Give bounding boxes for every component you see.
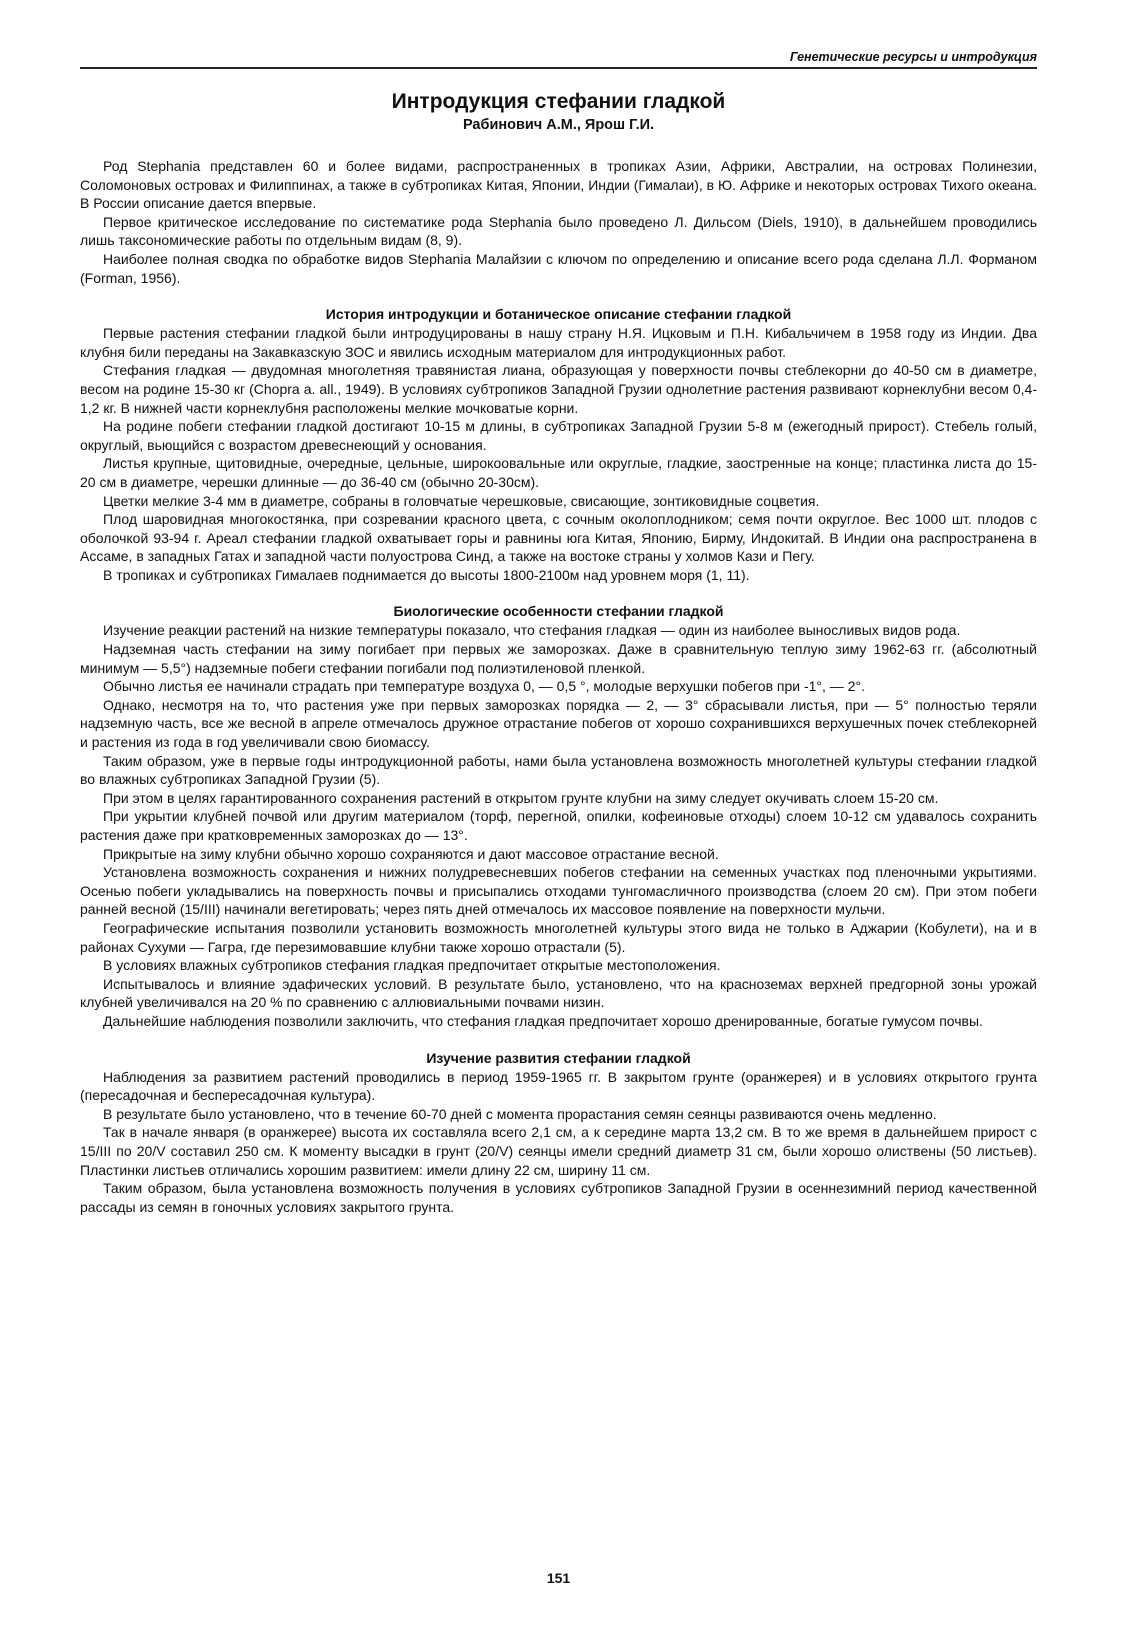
page-number: 151 bbox=[546, 1570, 571, 1586]
paragraph: Таким образом, уже в первые годы интродукционной работы, нами была установлена возможность многолетней культуры стефании гладкой во влажных субтропиках Западной Грузии (5). bbox=[80, 752, 1037, 788]
paragraph: В условиях влажных субтропиков стефания гладкая предпочитает открытые местоположения. bbox=[103, 957, 721, 974]
paragraph: Стефания гладкая — двудомная многолетняя травянистая лиана, образующая у поверхности почвы стеблекорни до 40-50 см в диаметре, весом на родине 15-30 кг (Chopra a. all., 1949). В условиях субтропиков Западной Грузии однолетние растения развивают корнеклубни весом 0,4-1,2 кг. В нижней части корнеклубня расположены мелкие мочковатые корни. bbox=[80, 362, 1037, 416]
paragraph: Плод шаровидная многокостянка, при созревании красного цвета, с сочным околоплодником; семя почти округлое. Вес 1000 шт. плодов с оболочкой 93-94 г. Ареал стефании гладкой охватывает горы и равнины юга Китая, Японию, Бирму, Индокитай. В Индии она распространена в Ассаме, в западных Гатах и западной части полуострова Синд, а также на востоке страны у холмов Кази и Пегу. bbox=[80, 511, 1037, 565]
paragraph: Изучение реакции растений на низкие температуры показало, что стефания гладкая — один из наиболее выносливых видов рода. bbox=[103, 622, 961, 639]
paragraph: Прикрытые на зиму клубни обычно хорошо сохраняются и дают массовое отрастание весной. bbox=[103, 845, 719, 862]
paragraph: Наблюдения за развитием растений проводились в период 1959-1965 гг. В закрытом грунте (оранжерея) и в условиях открытого грунта (пересадочная и беспересадочная культура). bbox=[80, 1068, 1037, 1104]
paragraph: На родине побеги стефании гладкой достигают 10-15 м длины, в субтропиках Западной Грузии 5-8 м (ежегодный прирост). Стебель голый, округлый, вьющийся с возрастом древеснеющий у основания. bbox=[80, 418, 1037, 453]
paragraph: Обычно листья ее начинали страдать при температуре воздуха 0, — 0,5 °, молодые верхушки побегов при -1°, — 2°. bbox=[103, 678, 865, 695]
spacer bbox=[80, 287, 1037, 305]
paragraph: Листья крупные, щитовидные, очередные, цельные, широкоовальные или округлые, гладкие, заостренные на конце; пластинка листа до 15-20 см в диаметре, черешки длинные — до 36-40 см (обычно 20-30см). bbox=[80, 455, 1037, 490]
spacer bbox=[80, 1031, 1037, 1049]
paragraph: В тропиках и субтропиках Гималаев поднимается до высоты 1800-2100м над уровнем моря (1, 11). bbox=[103, 566, 750, 583]
paragraph: При укрытии клубней почвой или другим материалом (торф, перегной, опилки, кофеиновые отходы) слоем 10-12 см удавалось сохранить растения даже при кратковременных заморозках до — 13°. bbox=[80, 808, 1037, 843]
paragraph: Дальнейшие наблюдения позволили заключить, что стефания гладкая предпочитает хорошо дренированные, богатые гумусом почвы. bbox=[103, 1012, 983, 1029]
paragraph: Географические испытания позволили установить возможность многолетней культуры этого вида не только в Аджарии (Кобулети), на и в районах Сухуми — Гагра, где перезимовавшие клубни также хорошо отрастали (5). bbox=[80, 919, 1037, 955]
paragraph: В результате было установлено, что в течение 60-70 дней с момента прорастания семян сеянцы развиваются очень медленно. bbox=[103, 1105, 937, 1122]
paragraph: Род Stephania представлен 60 и более видами, распространенных в тропиках Азии, Африки, Австралии, на островах Полинезии, Соломоновых островах и Филиппинах, а также в субтропиках Китая, Японии, Индии (Гималаи), в Ю. Африке и некоторых островах Тихого океана. В России описание дается впервые. bbox=[80, 158, 1037, 212]
paragraph: Однако, несмотря на то, что растения уже при первых заморозках порядка — 2, — 3° сбрасывали листья, при — 5° полностью теряли надземную часть, все же весной в апреле отмечалось дружное отрастание побегов от хорошо сохранившихся верхушечных почек стеблекорней и растения из года в год увеличивали свою биомассу. bbox=[80, 696, 1037, 751]
running-title: Генетические ресурсы и интродукция bbox=[790, 50, 1037, 64]
paragraph: Таким образом, была установлена возможность получения в условиях субтропиков Западной Грузии в осеннезимний период качественной рассады из семян в гоночных условиях закрытого грунта. bbox=[80, 1180, 1037, 1215]
paragraph: Надземная часть стефании на зиму погибает при первых же заморозках. Даже в сравнительную теплую зиму 1962-63 гг. (абсолютный минимум — 5,5°) надземные побеги стефании погибали под полиэтиленовой пленкой. bbox=[80, 641, 1037, 676]
section-title: История интродукции и ботаническое описание стефании гладкой bbox=[325, 306, 792, 323]
article-title: Интродукция стефании гладкой bbox=[391, 90, 726, 113]
section-title: Изучение развития стефании гладкой bbox=[426, 1049, 691, 1066]
paragraph: При этом в целях гарантированного сохранения растений в открытом грунте клубни на зиму следует окучивать слоем 15-20 см. bbox=[103, 789, 939, 806]
paragraph: Первое критическое исследование по систематике рода Stephania было проведено Л. Дильсом (Diels, 1910), в дальнейшем проводились лишь таксономические работы по отдельным видам (8, 9). bbox=[80, 213, 1037, 249]
document-page bbox=[80, 50, 1037, 1586]
spacer bbox=[80, 584, 1037, 602]
header-rule bbox=[80, 67, 1037, 69]
paragraph: Наиболее полная сводка по обработке видов Stephania Малайзии с ключом по определению и описание всего рода сделана Л.Л. Форманом (Forman, 1956). bbox=[80, 250, 1037, 286]
paragraph: Так в начале января (в оранжерее) высота их составляла всего 2,1 см, а к середине марта 13,2 см. В то же время в дальнейшем прирост с 15/III по 20/V составил 250 см. К моменту высадки в грунт (20/V) сеянцы имели средний диаметр 31 см, были хорошо олиствены (50 листьев). Пластинки листьев отличались хорошим развитием: имели длину 22 см, ширину 11 см. bbox=[80, 1124, 1037, 1178]
section-title: Биологические особенности стефании гладкой bbox=[393, 603, 724, 620]
running-head bbox=[80, 50, 1037, 67]
article-authors: Рабинович А.М., Ярош Г.И. bbox=[462, 117, 655, 133]
paragraph: Цветки мелкие 3-4 мм в диаметре, собраны в головчатые черешковые, свисающие, зонтиковидные соцветия. bbox=[103, 492, 820, 509]
paragraph: Первые растения стефании гладкой были интродуцированы в нашу страну Н.Я. Ицковым и П.Н. Кибальчичем в 1958 году из Индии. Два клубня били переданы на Закавказскую ЗОС и явились исходным материалом для интродукционных работ. bbox=[80, 325, 1037, 360]
paragraph: Установлена возможность сохранения и нижних полудревесневших побегов стефании на семенных участках под пленочными укрытиями. Осенью побеги укладывались на поверхность почвы и присыпались отходами тунгомасличного производства (слоем 20 см). При этом побеги ранней весной (15/III) начинали вегетировать; через пять дней отмечалось их массовое появление на поверхности мульчи. bbox=[80, 864, 1037, 918]
paragraph: Испытывалось и влияние эдафических условий. В результате было, установлено, что на красноземах верхней предгорной зоны урожай клубней увеличивался на 20 % по сравнению с аллювиальными почвами низин. bbox=[80, 975, 1037, 1011]
